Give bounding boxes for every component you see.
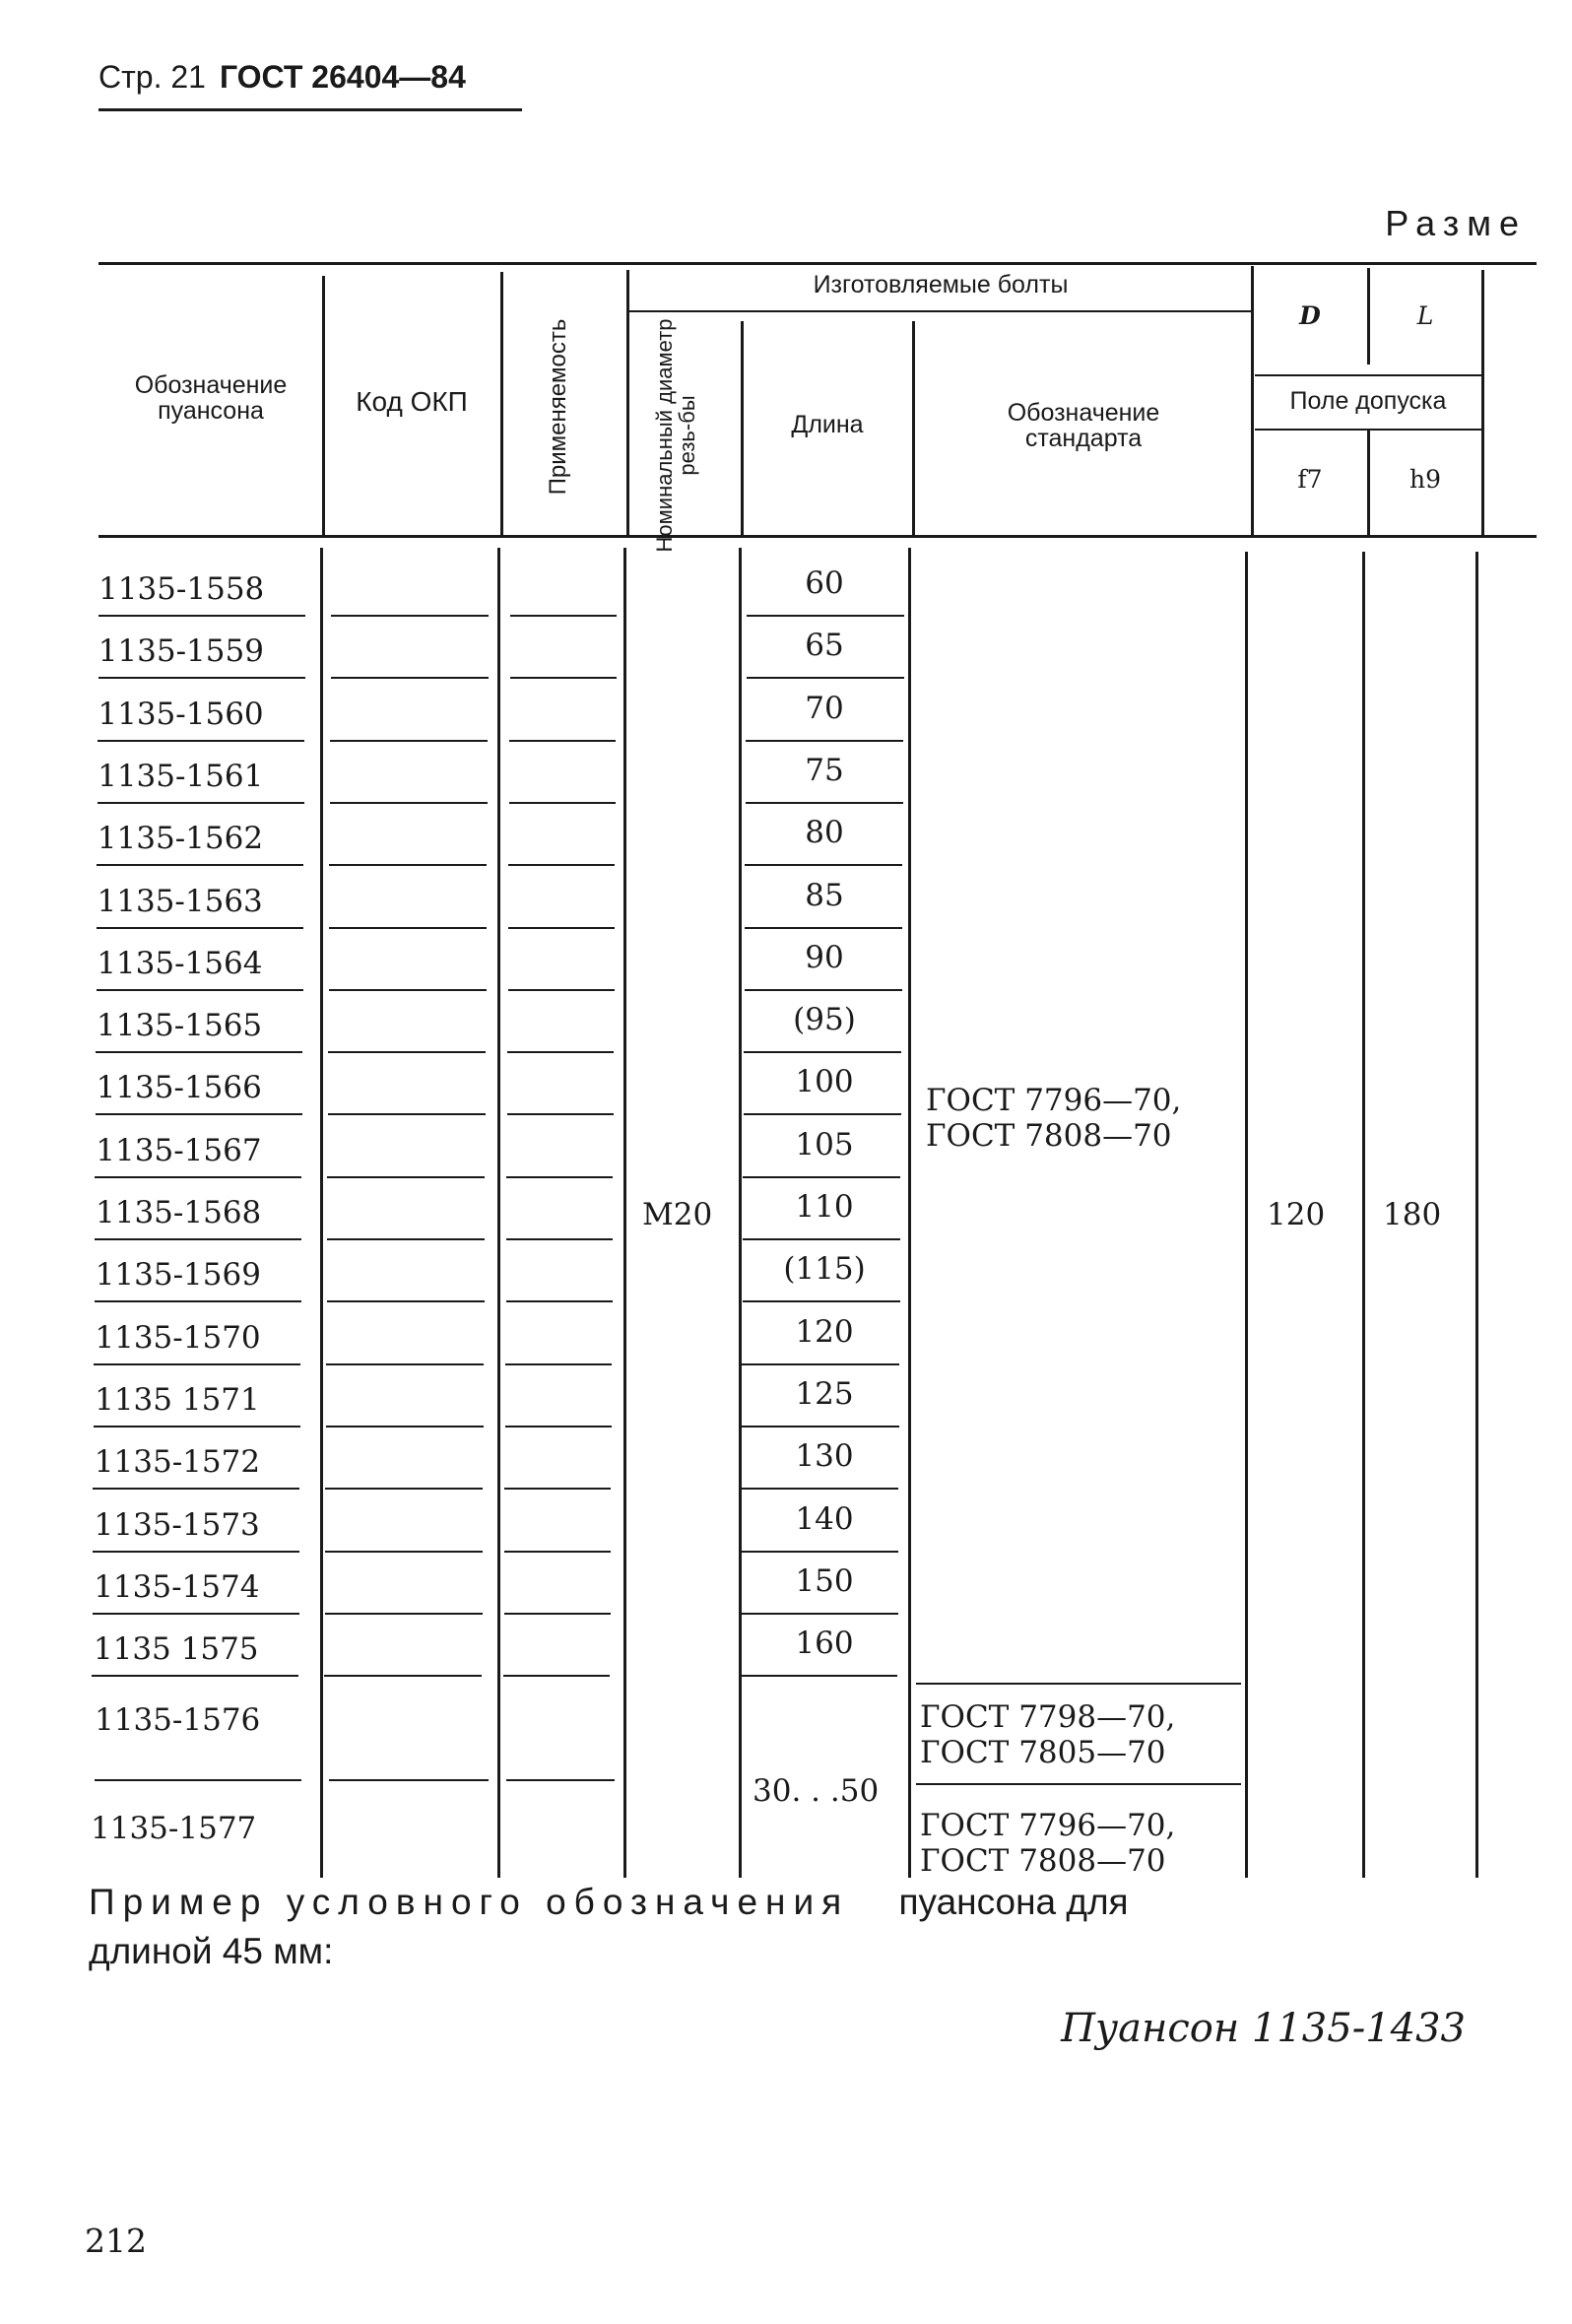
row-rule (745, 927, 902, 929)
row-rule (97, 927, 303, 929)
row-rule (740, 1675, 897, 1677)
D-value: 120 (1267, 1197, 1326, 1232)
column-header-L: L (1416, 301, 1434, 330)
row-rule (330, 740, 488, 742)
bolt-length: 70 (805, 690, 844, 726)
row-rule (331, 677, 489, 679)
bolt-length: 85 (805, 877, 844, 913)
row-rule (327, 1238, 485, 1240)
bolt-length: 140 (795, 1500, 854, 1537)
punch-designation: 1135-1562 (97, 821, 264, 857)
row-rule (94, 1426, 300, 1428)
document-number: ГОСТ 26404—84 (219, 59, 466, 95)
column-header-applicability: Применяемость (545, 318, 571, 496)
row-rule (329, 989, 487, 991)
row-rule (746, 802, 903, 804)
standard-1577: ГОСТ 7796—70, ГОСТ 7808—70 (920, 1808, 1176, 1879)
row-rule (744, 1051, 901, 1053)
row-rule (95, 1176, 301, 1178)
row-rule (506, 1176, 613, 1178)
code-1576: 1135-1576 (95, 1702, 261, 1738)
row-rule (743, 1300, 900, 1302)
row-rule (508, 864, 615, 866)
bolt-length: 100 (795, 1064, 854, 1100)
row-rule (329, 864, 487, 866)
punch-designation: 1135-1567 (96, 1132, 262, 1168)
row-rule (507, 1113, 614, 1115)
bolt-length: 125 (795, 1375, 854, 1412)
L-value: 180 (1383, 1197, 1442, 1232)
row-rule (510, 615, 617, 617)
row-rule (509, 740, 616, 742)
row-rule (747, 615, 904, 617)
row-rule (503, 1675, 610, 1677)
punch-designation: 1135-1564 (97, 945, 263, 981)
column-header-D: D (1299, 301, 1321, 330)
example-line-2: длиной 45 мм: (89, 1931, 334, 1971)
punch-designation: 1135-1569 (95, 1257, 261, 1294)
punch-designation: 1135-1566 (96, 1070, 262, 1106)
row-rule (741, 1551, 898, 1553)
row-rule (95, 1300, 301, 1302)
bolt-length: 130 (795, 1438, 854, 1475)
punch-designation: 1135-1565 (96, 1008, 263, 1044)
column-header-standard: Обозначение стандарта (1007, 399, 1160, 453)
row-rule (98, 802, 304, 804)
punch-designation: 1135 1575 (93, 1631, 259, 1668)
example-designation: Пуансон 1135-1433 (1061, 2006, 1466, 2051)
row-rule (743, 1176, 900, 1178)
row-rule (330, 802, 488, 804)
column-header-tol-D: f7 (1297, 465, 1323, 494)
row-rule (97, 989, 303, 991)
bolt-length: (115) (783, 1251, 866, 1288)
punch-designation: 1135 1571 (95, 1381, 260, 1418)
punch-designation: 1135-1558 (98, 571, 265, 607)
punch-designation: 1135-1560 (98, 696, 264, 732)
row-rule (504, 1613, 611, 1615)
row-rule (326, 1363, 484, 1365)
page-label: Стр. 21 (98, 59, 206, 95)
bolt-length: 160 (795, 1626, 854, 1662)
row-rule (326, 1426, 484, 1428)
row-rule (328, 1051, 486, 1053)
punch-designation: 1135-1574 (94, 1568, 260, 1605)
bolt-length: 90 (805, 939, 844, 975)
punch-designation: 1135-1573 (94, 1506, 260, 1543)
column-header-tol-L: h9 (1408, 465, 1441, 494)
column-header-length: Длина (791, 411, 864, 438)
row-rule (744, 1113, 901, 1115)
row-rule (93, 1551, 299, 1553)
standard-1576: ГОСТ 7798—70, ГОСТ 7805—70 (920, 1699, 1176, 1770)
row-rule (505, 1363, 612, 1365)
punch-designation: 1135-1561 (98, 758, 264, 794)
row-rule (507, 1051, 614, 1053)
example-rest: пуансона для (898, 1882, 1129, 1922)
row-rule (741, 1488, 898, 1490)
bolt-length: 75 (805, 752, 844, 788)
punch-designation: 1135-1563 (97, 883, 263, 919)
row-rule (96, 1113, 302, 1115)
punch-designation: 1135-1559 (98, 633, 264, 670)
bolt-length: 65 (805, 628, 844, 664)
bolt-length: 80 (805, 815, 844, 851)
row-rule (98, 677, 305, 679)
column-header-tolerance: Поле допуска (1289, 387, 1447, 415)
row-rule (746, 740, 903, 742)
example-line-1 (89, 1882, 1129, 1923)
punch-designation: 1135-1568 (96, 1195, 262, 1230)
row-rule (504, 1488, 611, 1490)
row-rule (325, 1488, 483, 1490)
section-heading: Разме (1385, 203, 1527, 243)
row-rule (331, 615, 489, 617)
bolt-length: 105 (795, 1126, 854, 1162)
bolt-length: 120 (795, 1313, 854, 1350)
row-rule (510, 677, 617, 679)
bolt-length: 60 (805, 565, 844, 601)
row-rule (742, 1363, 899, 1365)
row-rule (98, 740, 304, 742)
row-rule (327, 1176, 485, 1178)
row-rule (95, 1238, 301, 1240)
row-rule (96, 1051, 302, 1053)
row-rule (325, 1551, 483, 1553)
row-rule (504, 1551, 611, 1553)
row-rule (506, 1300, 613, 1302)
running-header (98, 59, 466, 96)
row-rule (742, 1426, 899, 1428)
row-rule (94, 1363, 300, 1365)
row-rule (747, 677, 904, 679)
bolt-length: (95) (793, 1002, 856, 1038)
row-rule (92, 1675, 298, 1677)
row-rule (745, 864, 902, 866)
row-rule (506, 1238, 613, 1240)
length-range: 30. . .50 (753, 1773, 880, 1809)
bolt-length: 150 (795, 1562, 854, 1599)
row-rule (93, 1613, 299, 1615)
row-rule (97, 864, 303, 866)
row-rule (329, 927, 487, 929)
thread-value: M20 (642, 1197, 713, 1232)
example-lead: Пример условного обозначения (89, 1882, 850, 1922)
row-rule (743, 1238, 900, 1240)
row-rule (505, 1426, 612, 1428)
code-1577: 1135-1577 (91, 1811, 257, 1846)
row-rule (508, 927, 615, 929)
bolt-length: 110 (795, 1189, 854, 1225)
column-header-designation: Обозначение пуансона (134, 371, 288, 426)
punch-designation: 1135-1572 (94, 1444, 261, 1481)
row-rule (741, 1613, 898, 1615)
standard-main: ГОСТ 7796—70, ГОСТ 7808—70 (926, 1083, 1182, 1154)
punch-designation: 1135-1570 (95, 1319, 261, 1356)
row-rule (508, 989, 615, 991)
header-rule (98, 108, 522, 111)
row-rule (325, 1613, 483, 1615)
row-rule (327, 1300, 485, 1302)
column-header-bolts: Изготовляемые болты (813, 271, 1069, 299)
page-number: 212 (85, 2222, 147, 2260)
row-rule (324, 1675, 482, 1677)
column-header-okp: Код ОКП (356, 386, 468, 417)
row-rule (93, 1488, 299, 1490)
row-rule (509, 802, 616, 804)
row-rule (98, 615, 305, 617)
row-rule (745, 989, 902, 991)
column-header-thread: Номинальный диаметр резь-бы (652, 318, 700, 553)
row-rule (328, 1113, 486, 1115)
